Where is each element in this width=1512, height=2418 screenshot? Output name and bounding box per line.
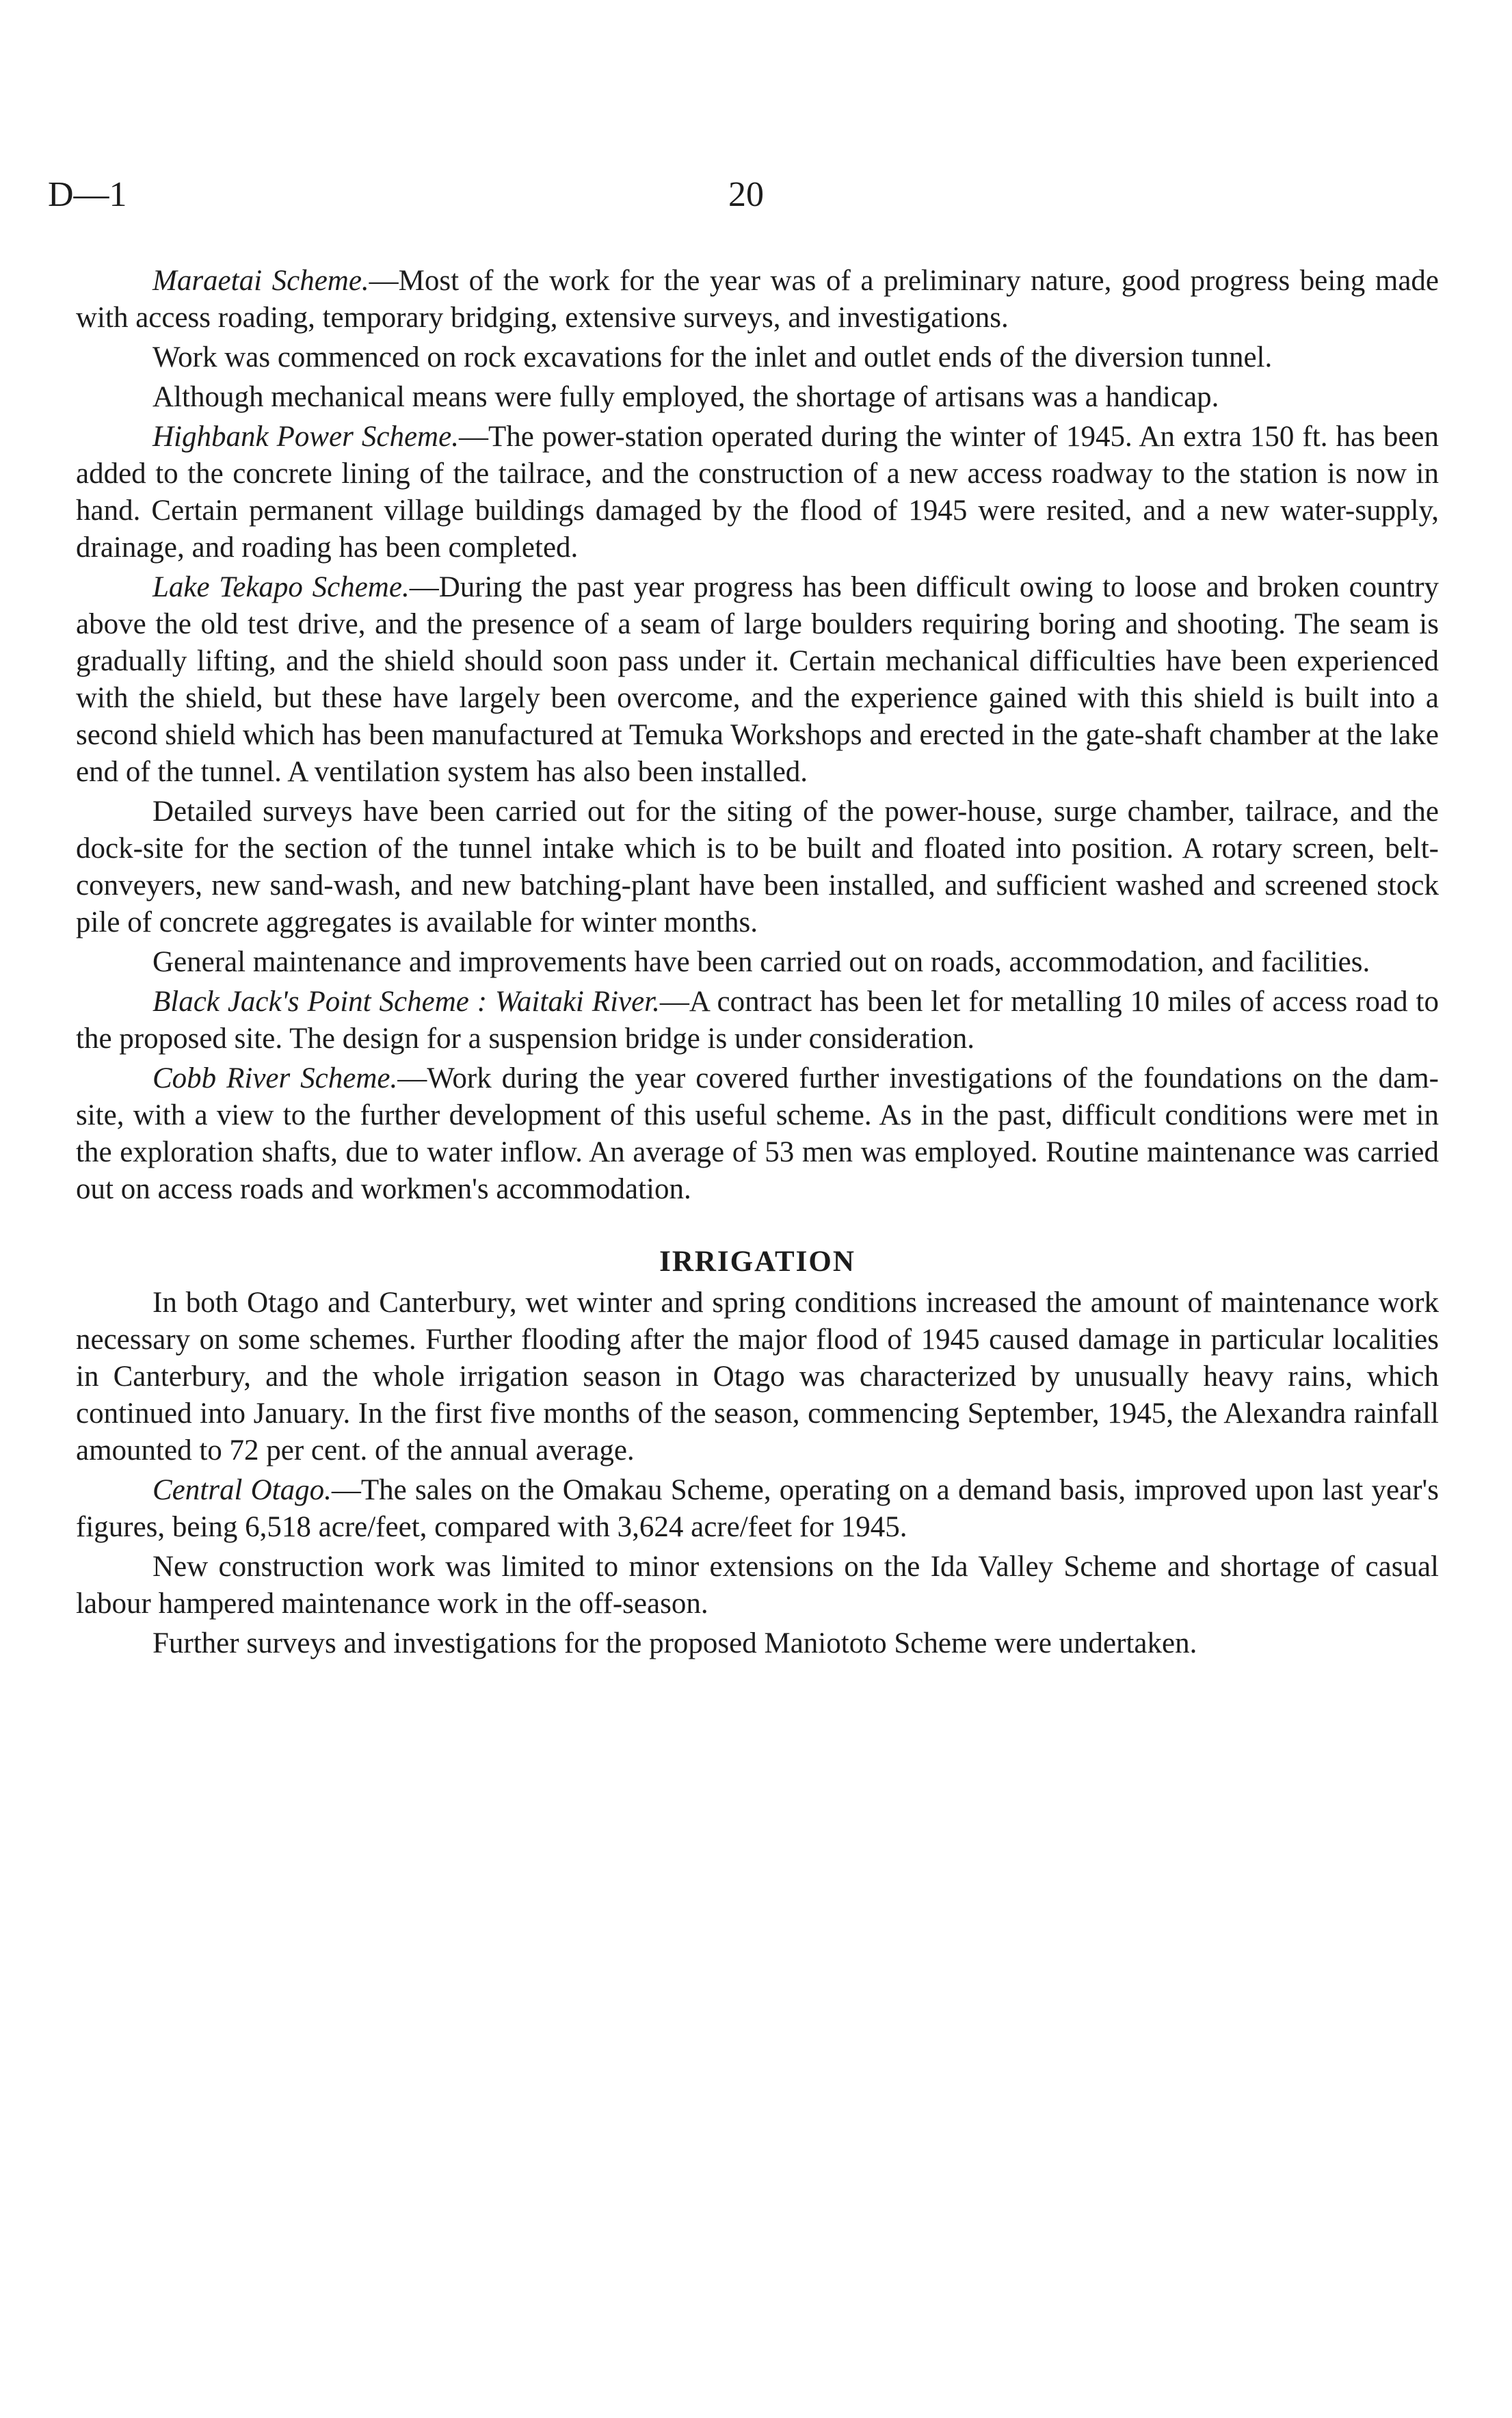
paragraph-text: —A contract has been let for metalling 10 miles of access road to the proposed site. The design for a suspension bridge is under consideration. (76, 986, 1439, 1055)
paragraph-title: Black Jack's Point Scheme : Waitaki River. (152, 986, 660, 1018)
paragraph-text: —The power-station operated during the winter of 1945. An extra 150 ft. has been added to the concrete lining of the tailrace, and the construction of a new access roadway to the station is now in hand. Certain permanent village buildings damaged by the flood of 1945 were resited, and a new water-supply, drainage, and roading has been completed. (76, 421, 1439, 564)
page-header (0, 171, 1512, 219)
paragraph-maraetai-scheme (76, 263, 1439, 337)
paragraph-title: Highbank Power Scheme. (152, 421, 459, 453)
paragraph-detailed-surveys (76, 793, 1439, 941)
paragraph-text: —Most of the work for the year was of a preliminary nature, good progress being made with access roading, temporary bridging, extensive surveys, and investigations. (76, 265, 1440, 334)
paragraph-highbank-power-scheme (76, 419, 1439, 566)
paragraph-title: Maraetai Scheme. (152, 265, 369, 297)
document-code: D—1 (48, 175, 127, 214)
paragraph-diversion-tunnel (76, 339, 1439, 376)
paragraph-title: Lake Tekapo Scheme. (152, 571, 410, 603)
paragraph-ida-valley (76, 1549, 1439, 1622)
paragraph-text: General maintenance and improvements have been carried out on roads, accommodation, and facilities. (152, 946, 1370, 978)
paragraph-text: New construction work was limited to minor extensions on the Ida Valley Scheme and shortage of casual labour hampered maintenance work in the off-season. (76, 1551, 1439, 1620)
paragraph-text: Work was commenced on rock excavations for the inlet and outlet ends of the diversion tunnel. (152, 341, 1273, 373)
paragraph-maniototo-scheme (76, 1625, 1439, 1662)
paragraph-artisans-shortage (76, 379, 1439, 416)
paragraph-lake-tekapo-scheme (76, 569, 1439, 791)
paragraph-irrigation-conditions (76, 1285, 1439, 1469)
paragraph-text: —During the past year progress has been difficult owing to loose and broken country above the old test drive, and the presence of a seam of large boulders requiring boring and shooting. The seam is gradually lifting, and the shield should soon pass under it. Certain mechanical difficulties have been experienced with the shield, but these have largely been overcome, and the experience gained with this shield is built into a second shield which has been manufactured at Temuka Workshops and erected in the gate-shaft chamber at the lake end of the tunnel. A ventilation system has also been installed. (76, 571, 1439, 788)
paragraph-text: Further surveys and investigations for the proposed Maniototo Scheme were undertaken. (152, 1627, 1197, 1659)
paragraph-black-jacks-point-scheme (76, 984, 1439, 1057)
paragraph-text: In both Otago and Canterbury, wet winter and spring conditions increased the amount of maintenance work necessary on some schemes. Further flooding after the major flood of 1945 caused damage in particular localities in Canterbury, and the whole irrigation season in Otago was characterized by unusually heavy rains, which continued into January. In the first five months of the season, commencing September, 1945, the Alexandra rainfall amounted to 72 per cent. of the annual average. (76, 1287, 1439, 1467)
paragraph-general-maintenance (76, 944, 1439, 981)
paragraph-title: Central Otago. (152, 1474, 332, 1506)
page-body (76, 263, 1439, 1665)
section-heading-irrigation: IRRIGATION (659, 1246, 856, 1278)
paragraph-cobb-river-scheme (76, 1060, 1439, 1208)
paragraph-title: Cobb River Scheme. (152, 1062, 398, 1094)
paragraph-central-otago (76, 1472, 1439, 1546)
paragraph-text: Detailed surveys have been carried out for the siting of the power-house, surge chamber, tailrace, and the dock-site for the section of the tunnel intake which is to be built and floated into position. A rotary screen, belt-conveyers, new sand-wash, and new batching-plant have been installed, and sufficient washed and screened stock pile of concrete aggregates is available for winter months. (76, 796, 1439, 938)
paragraph-text: Although mechanical means were fully employed, the shortage of artisans was a handicap. (152, 381, 1219, 413)
page-number: 20 (728, 175, 764, 214)
paragraph-text: —Work during the year covered further investigations of the foundations on the dam-site, with a view to the further development of this useful scheme. As in the past, difficult conditions were met in the exploration shafts, due to water inflow. An average of 53 men was employed. Routine maintenance was carried out on access roads and workmen's accommodation. (76, 1062, 1439, 1205)
paragraph-text: —The sales on the Omakau Scheme, operating on a demand basis, improved upon last year's figures, being 6,518 acre/feet, compared with 3,624 acre/feet for 1945. (76, 1474, 1439, 1543)
